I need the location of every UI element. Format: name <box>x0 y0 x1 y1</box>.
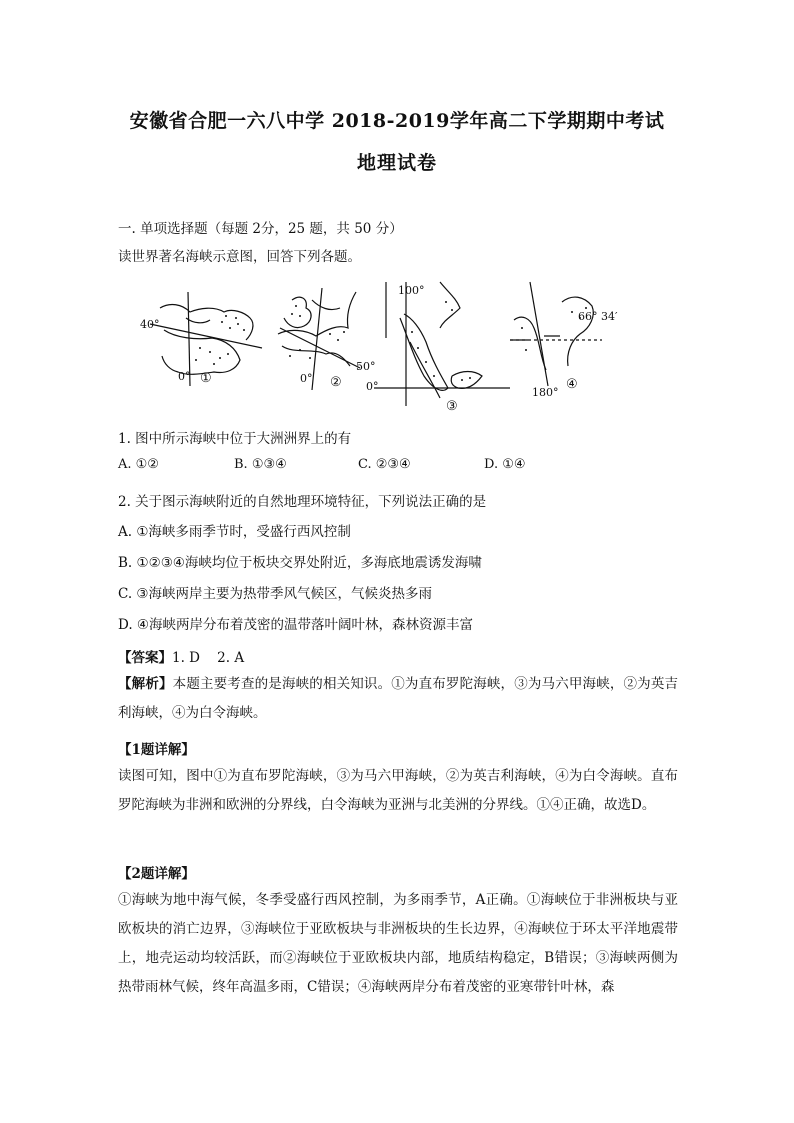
map-label: 40° <box>140 318 160 331</box>
analysis-label: 【解析】 <box>118 676 173 692</box>
option-d: D. ④海峡两岸分布着茂密的温带落叶阔叶林，森林资源丰富 <box>118 617 474 633</box>
option-c: C. ③海峡两岸主要为热带季风气候区，气候炎热多雨 <box>118 586 433 602</box>
strait-map-4 <box>510 282 602 386</box>
option-b: B. ①③④ <box>234 457 287 472</box>
strait-map-2 <box>278 288 360 390</box>
strait-map-3 <box>374 282 510 406</box>
map-label: 66° 34′ <box>578 310 618 323</box>
map-label: ② <box>330 375 342 390</box>
strait-sketch-maps <box>0 278 794 418</box>
exam-title: 安徽省合肥一六八中学 2018-2019学年高二下学期期中考试 <box>129 110 665 132</box>
map-label: ④ <box>566 377 578 392</box>
detail-2-heading: 【2题详解】 <box>118 866 195 882</box>
map-label: 0° <box>178 370 191 383</box>
detail-1-heading: 【1题详解】 <box>118 742 195 758</box>
map-label: 50° <box>356 360 376 373</box>
detail-2-text: ①海峡为地中海气候，冬季受盛行西风控制，为多雨季节，A正确。①海峡位于非洲板块与亚欧板块的消亡边界，③海峡位于亚欧板块与非洲板块的生长边界，④海峡位于环太平洋地震带上，地壳运动均较活跃，而②海峡位于亚欧板块内部，地质结构稳定，B错误；③海峡两侧为热带雨林气候，终年高温多雨，C错误；④海峡两岸分布着茂密的亚寒带针叶林，森 <box>118 892 678 995</box>
analysis-text: 本题主要考查的是海峡的相关知识。①为直布罗陀海峡，③为马六甲海峡，②为英吉利海峡，④为白令海峡。 <box>118 676 679 721</box>
option-a: A. ①② <box>118 457 159 472</box>
section-intro: 读世界著名海峡示意图，回答下列各题。 <box>118 249 361 265</box>
map-label: 180° <box>532 386 559 399</box>
question-1-stem: 1. 图中所示海峡中位于大洲洲界上的有 <box>118 431 352 447</box>
answer-text: 1. D 2. A <box>172 650 245 666</box>
map-label: 100° <box>398 284 425 297</box>
map-label: 0° <box>366 380 379 393</box>
option-d: D. ①④ <box>484 457 526 472</box>
section-heading: 一. 单项选择题（每题 2分，25 题，共 50 分） <box>118 221 403 237</box>
question-2-stem: 2. 关于图示海峡附近的自然地理环境特征，下列说法正确的是 <box>118 494 487 510</box>
map-label: ① <box>200 371 212 386</box>
answer-label: 【答案】 <box>118 650 172 666</box>
option-c: C. ②③④ <box>358 457 411 472</box>
answer-line <box>118 646 244 666</box>
option-b: B. ①②③④海峡均位于板块交界处附近，多海底地震诱发海啸 <box>118 555 482 571</box>
option-a: A. ①海峡多雨季节时，受盛行西风控制 <box>118 524 351 540</box>
detail-1-text: 读图可知，图中①为直布罗陀海峡，③为马六甲海峡，②为英吉利海峡，④为白令海峡。直布罗陀海峡为非洲和欧洲的分界线，白令海峡为亚洲与北美洲的分界线。①④正确，故选D。 <box>118 768 678 813</box>
map-label: ③ <box>446 399 458 414</box>
map-label: 0° <box>300 372 313 385</box>
analysis-paragraph <box>118 670 678 728</box>
exam-subtitle: 地理试卷 <box>356 152 437 174</box>
